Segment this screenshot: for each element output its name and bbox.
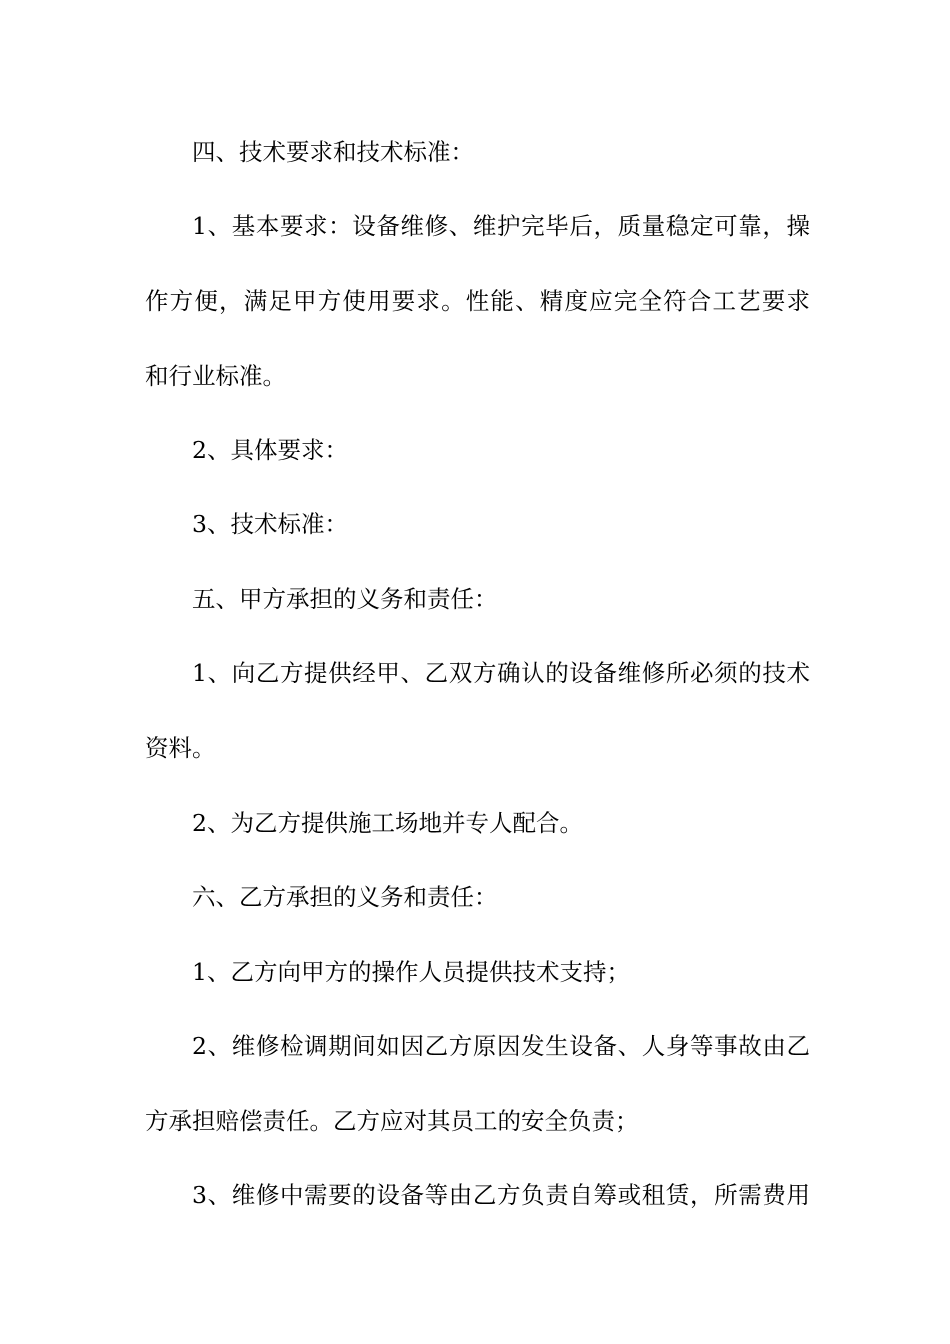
paragraph-line: 2、具体要求： [192,436,348,464]
paragraph-line: 2、维修检调期间如因乙方原因发生设备、人身等事故由乙 [192,1032,810,1060]
section-heading-5: 五、甲方承担的义务和责任： [192,585,498,613]
paragraph-line: 1、向乙方提供经甲、乙双方确认的设备维修所必须的技术 [192,659,810,687]
section-heading-4: 四、技术要求和技术标准： [192,138,474,166]
paragraph-line: 资料。 [145,734,216,762]
paragraph-line: 2、为乙方提供施工场地并专人配合。 [192,809,583,837]
paragraph-line: 方承担赔偿责任。乙方应对其员工的安全负责； [145,1107,639,1135]
paragraph-line: 和行业标准。 [145,362,286,390]
paragraph-line: 作方便，满足甲方使用要求。性能、精度应完全符合工艺要求 [145,287,810,315]
paragraph-line: 3、技术标准： [192,510,348,538]
paragraph-line: 1、基本要求：设备维修、维护完毕后，质量稳定可靠，操 [192,212,810,240]
paragraph-line: 1、乙方向甲方的操作人员提供技术支持； [192,958,630,986]
section-heading-6: 六、乙方承担的义务和责任： [192,883,498,911]
paragraph-line: 3、维修中需要的设备等由乙方负责自筹或租赁，所需费用 [192,1181,810,1209]
